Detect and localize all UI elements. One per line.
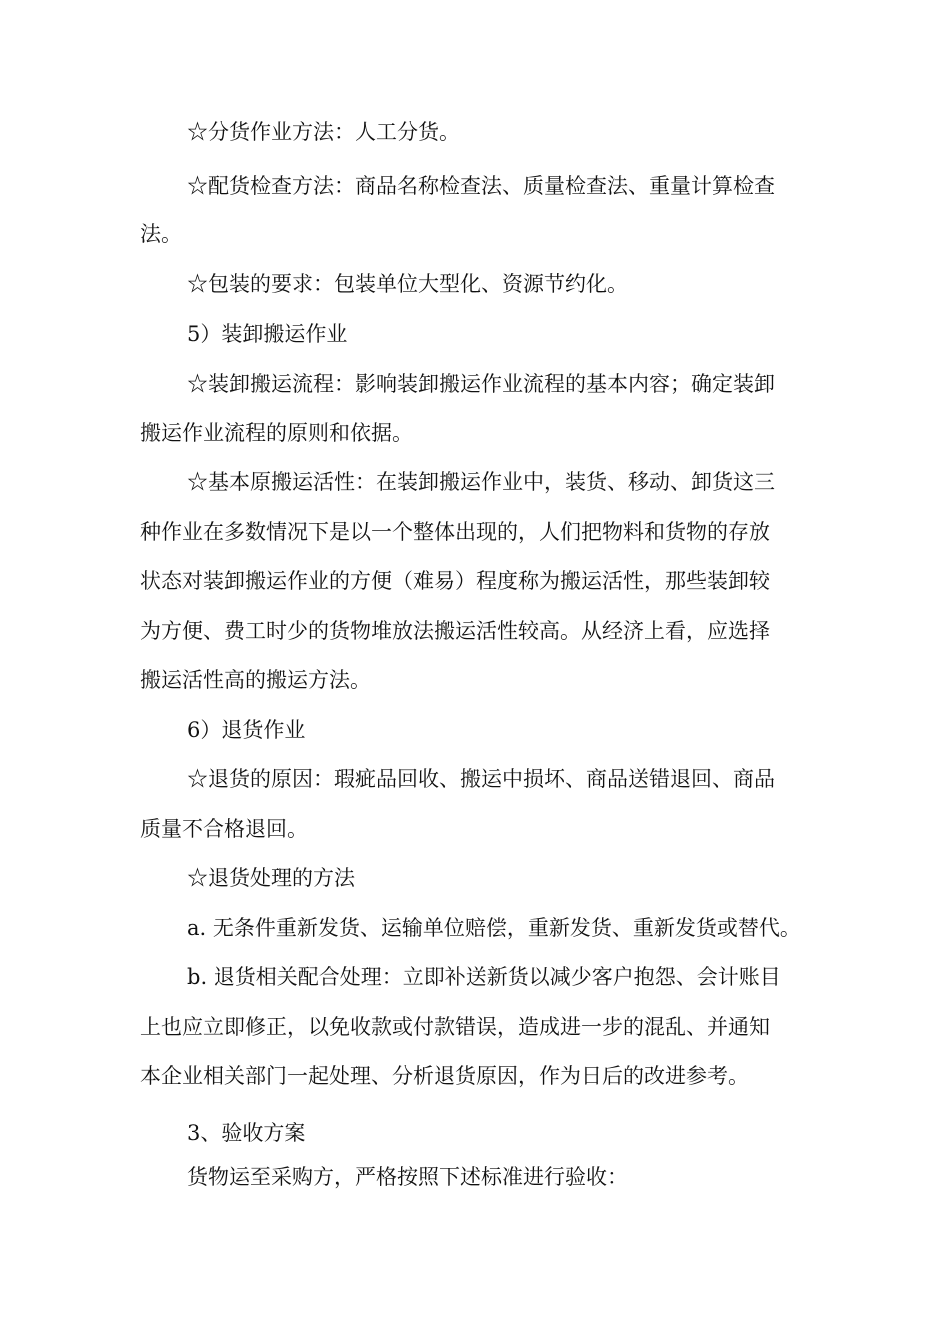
text-line: 本企业相关部门一起处理、分析退货原因，作为日后的改进参考。 [140,1064,749,1088]
text-line: 搬运活性高的搬运方法。 [140,668,371,692]
text-line: ☆退货的原因：瑕疵品回收、搬运中损坏、商品送错退回、商品 [187,767,775,791]
text-line: ☆基本原搬运活性：在装卸搬运作业中，装货、移动、卸货这三 [187,470,775,494]
text-line: 法。 [140,222,182,246]
text-line: 上也应立即修正，以免收款或付款错误，造成进一步的混乱、并通知 [140,1015,770,1039]
text-line: 种作业在多数情况下是以一个整体出现的，人们把物料和货物的存放 [140,520,770,544]
text-line: a. 无条件重新发货、运输单位赔偿，重新发货、重新发货或替代。 [187,916,801,940]
section-heading: 5）装卸搬运作业 [187,322,348,346]
text-line: ☆分货作业方法：人工分货。 [187,120,460,144]
text-line: 货物运至采购方，严格按照下述标准进行验收： [187,1165,628,1189]
text-line: ☆包装的要求：包装单位大型化、资源节约化。 [187,272,628,296]
section-heading: 6）退货作业 [187,718,306,742]
section-heading: 3、验收方案 [187,1121,306,1145]
text-line: ☆退货处理的方法 [187,866,355,890]
text-line: 状态对装卸搬运作业的方便（难易）程度称为搬运活性，那些装卸较 [140,569,770,593]
text-line: 为方便、费工时少的货物堆放法搬运活性较高。从经济上看，应选择 [140,619,770,643]
text-line: ☆装卸搬运流程：影响装卸搬运作业流程的基本内容；确定装卸 [187,372,775,396]
text-line: 搬运作业流程的原则和依据。 [140,421,413,445]
text-line: 质量不合格退回。 [140,817,308,841]
text-line: ☆配货检查方法：商品名称检查法、质量检查法、重量计算检查 [187,174,775,198]
text-line: b. 退货相关配合处理：立即补送新货以减少客户抱怨、会计账目 [187,965,781,989]
